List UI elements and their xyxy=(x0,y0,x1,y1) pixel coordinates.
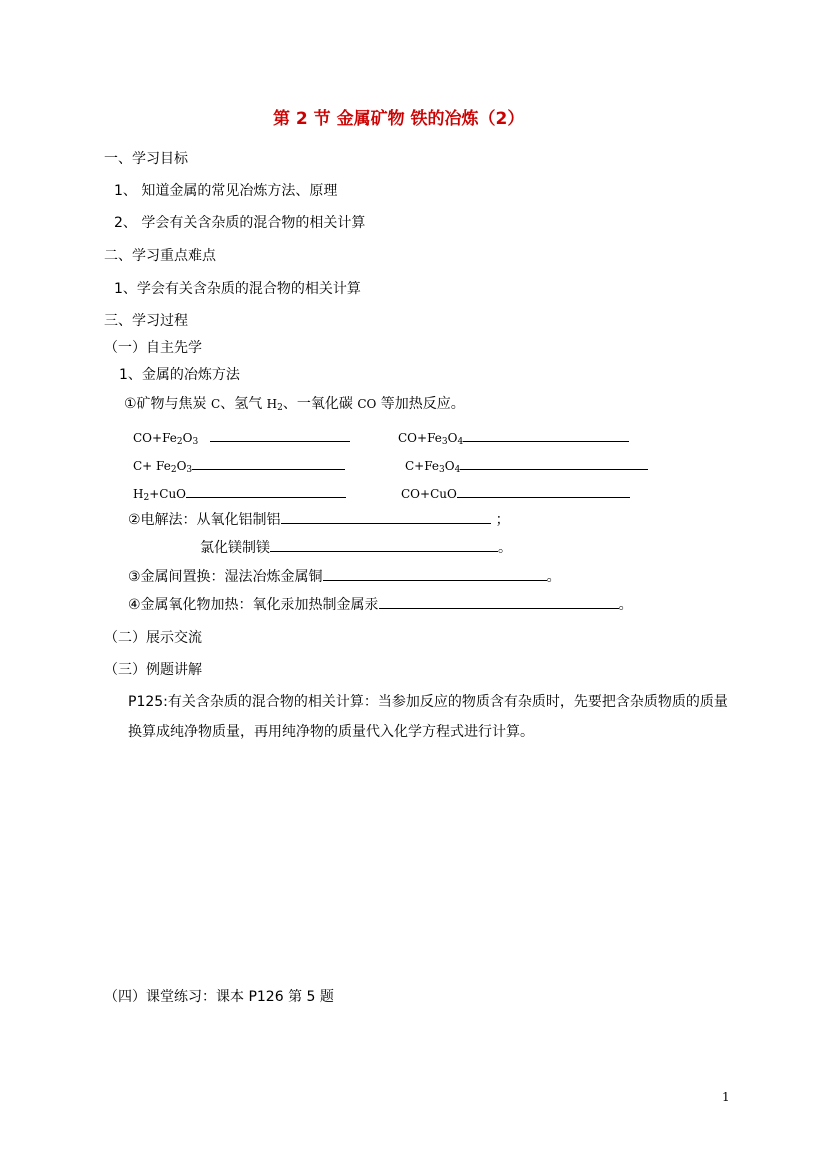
equation-h2-cuo: $H_2+CuO$ xyxy=(133,483,346,502)
blank-line[interactable] xyxy=(379,594,619,609)
equation-c-fe3o4: $C+Fe_3O_4$ xyxy=(405,455,648,474)
blank-line[interactable] xyxy=(210,427,350,442)
key-point-item-1: 1、学会有关含杂质的混合物的相关计算 xyxy=(114,281,361,297)
method-2b-magnesium: 氯化镁制镁 。 xyxy=(200,537,512,556)
blank-line[interactable] xyxy=(186,483,346,498)
section-heading-process: 三、学习过程 xyxy=(104,313,188,329)
page-title: 第 2 节 金属矿物 铁的冶炼（2） xyxy=(273,109,525,129)
method-4-heating: ④金属氧化物加热：氧化汞加热制金属汞 。 xyxy=(128,594,633,613)
equation-co-fe3o4: $CO+Fe_3O_4$ xyxy=(398,427,629,446)
goal-item-1: 1、 知道金属的常见冶炼方法、原理 xyxy=(114,183,338,199)
method-3-displacement: ③金属间置换：湿法冶炼金属铜 。 xyxy=(128,566,561,585)
subsection-examples: （三）例题讲解 xyxy=(104,662,202,678)
subsection-self-study: （一）自主先学 xyxy=(104,340,202,356)
equation-co-cuo: CO+CuO xyxy=(401,483,630,502)
subsection-classroom-practice: （四）课堂练习：课本 P126 第 5 题 xyxy=(104,989,334,1005)
goal-item-2: 2、 学会有关含杂质的混合物的相关计算 xyxy=(114,215,366,231)
method-1-intro: ①矿物与焦炭 C、氢气 $H_2$、一氧化碳 CO 等加热反应。 xyxy=(124,396,465,413)
section-heading-key-points: 二、学习重点难点 xyxy=(104,248,216,264)
blank-line[interactable] xyxy=(281,509,491,524)
point-smelting-methods: 1、金属的冶炼方法 xyxy=(119,367,240,383)
equation-c-fe2o3: $C+ Fe_2O_3$ xyxy=(133,455,345,474)
blank-line[interactable] xyxy=(460,455,648,470)
blank-line[interactable] xyxy=(463,427,629,442)
blank-line[interactable] xyxy=(457,483,630,498)
section-heading-goals: 一、学习目标 xyxy=(104,151,188,167)
method-2-electrolysis: ②电解法：从氧化铝制铝 ； xyxy=(128,509,510,528)
blank-line[interactable] xyxy=(323,566,547,581)
example-paragraph: P125:有关含杂质的混合物的相关计算：当参加反应的物质含有杂质时，先要把含杂质物质的质量换算成纯净物质量，再用纯净物的质量代入化学方程式进行计算。 xyxy=(128,694,728,740)
subsection-presentation: （二）展示交流 xyxy=(104,630,202,646)
page-number: 1 xyxy=(722,1090,730,1104)
blank-line[interactable] xyxy=(270,537,498,552)
blank-line[interactable] xyxy=(192,455,345,470)
equation-co-fe2o3: $CO+Fe_2O_3$ xyxy=(133,427,350,446)
